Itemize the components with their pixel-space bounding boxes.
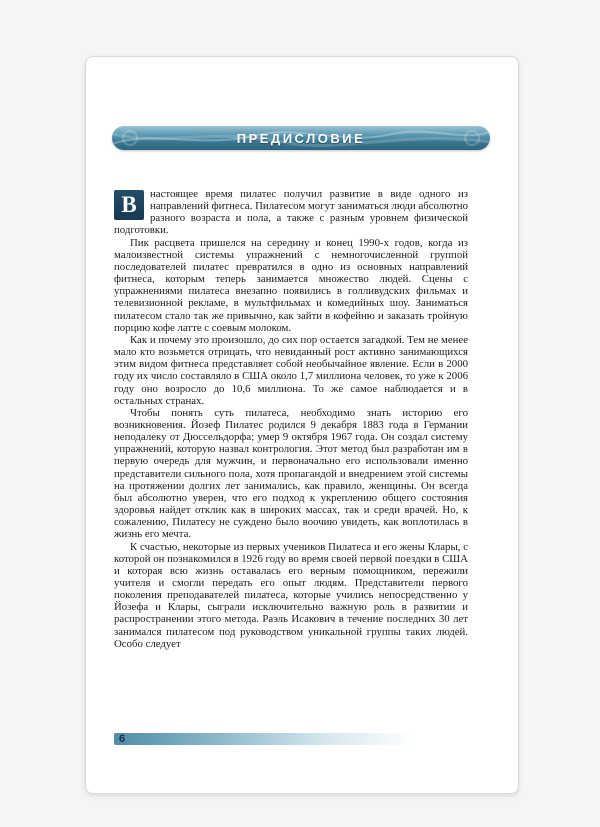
chapter-banner <box>112 126 490 150</box>
paragraph: Чтобы понять суть пилатеса, необходимо знать историю его возникновения. Йозеф Пилатес родился 9 декабря 1883 года в Германии неподалеку от Дюссельдорфа; умер 9 октября 1967 года. Он создал систему упражнений, которую назвал контрология. Этот метод был разработан им в первую очередь для мужчин, и первоначально его использовали именно представители сильного пола, хотя пропагандой и внедрением этой системы на протяжении долгих лет занимались, как правило, женщины. Он всегда был абсолютно уверен, что его подход к укреплению общего состояния здоровья найдет отклик как в широких массах, так и среди врачей. Но, к сожалению, Пилатесу не суждено было воочию увидеть, как воплотилась в жизнь его мечта. <box>114 406 468 541</box>
paragraph-text: настоящее время пилатес получил развитие в виде одного из направлений фитнеса. Пилатесом могут заниматься люди абсолютно разного возраста и пола, а также с разным уровнем физической подготовки. <box>114 188 468 237</box>
chapter-title: ПРЕДИСЛОВИЕ <box>236 130 366 146</box>
paragraph: К счастью, некоторые из первых учеников Пилатеса и его жены Клары, с которой он познакомился в 1926 году во время своей первой поездки в США и которая всю жизнь оставалась его верным помощником, пережили учителя и смогли передать его опыт людям. Представители первого поколения преподавателей пилатеса, которые учились непосредственно у Йозефа и Клары, сыграли исключительно важную роль в развитии и распространении этого метода. Раэль Исакович в течение последних 30 лет занимался пилатесом под руководством уникальной группы таких людей. Особо следует <box>114 540 468 650</box>
page-footer-bar <box>114 733 468 745</box>
paragraph: Пик расцвета пришелся на середину и конец 1990-х годов, когда из малоизвестной системы упражнений с немногочисленной группой последователей пилатес превратился в одно из основных направлений фитнеса, которым теперь занимается множество людей. Сцены с упражнениями пилатеса внезапно появились в голливудских фильмах и телевизионной рекламе, в мультфильмах и комедийных шоу. Заниматься пилатесом стало так же привычно, как зайти в кофейню и заказать тройную порцию кофе латте с соевым молоком. <box>114 236 468 334</box>
page-number: 6 <box>119 733 126 745</box>
drop-cap: В <box>114 190 144 220</box>
paragraph-first <box>114 188 468 237</box>
book-page <box>85 56 519 794</box>
body-text <box>114 188 468 650</box>
paragraph: Как и почему это произошло, до сих пор остается загадкой. Тем не менее мало кто возьмется отрицать, что невиданный рост активно занимающихся этим видом фитнеса представляет собой необычайное явление. Если в 2000 году их число составляло в США около 1,7 миллиона человек, то уже к 2006 году оно возросло до 10,6 миллиона. То же самое наблюдается и в остальных странах. <box>114 333 468 407</box>
